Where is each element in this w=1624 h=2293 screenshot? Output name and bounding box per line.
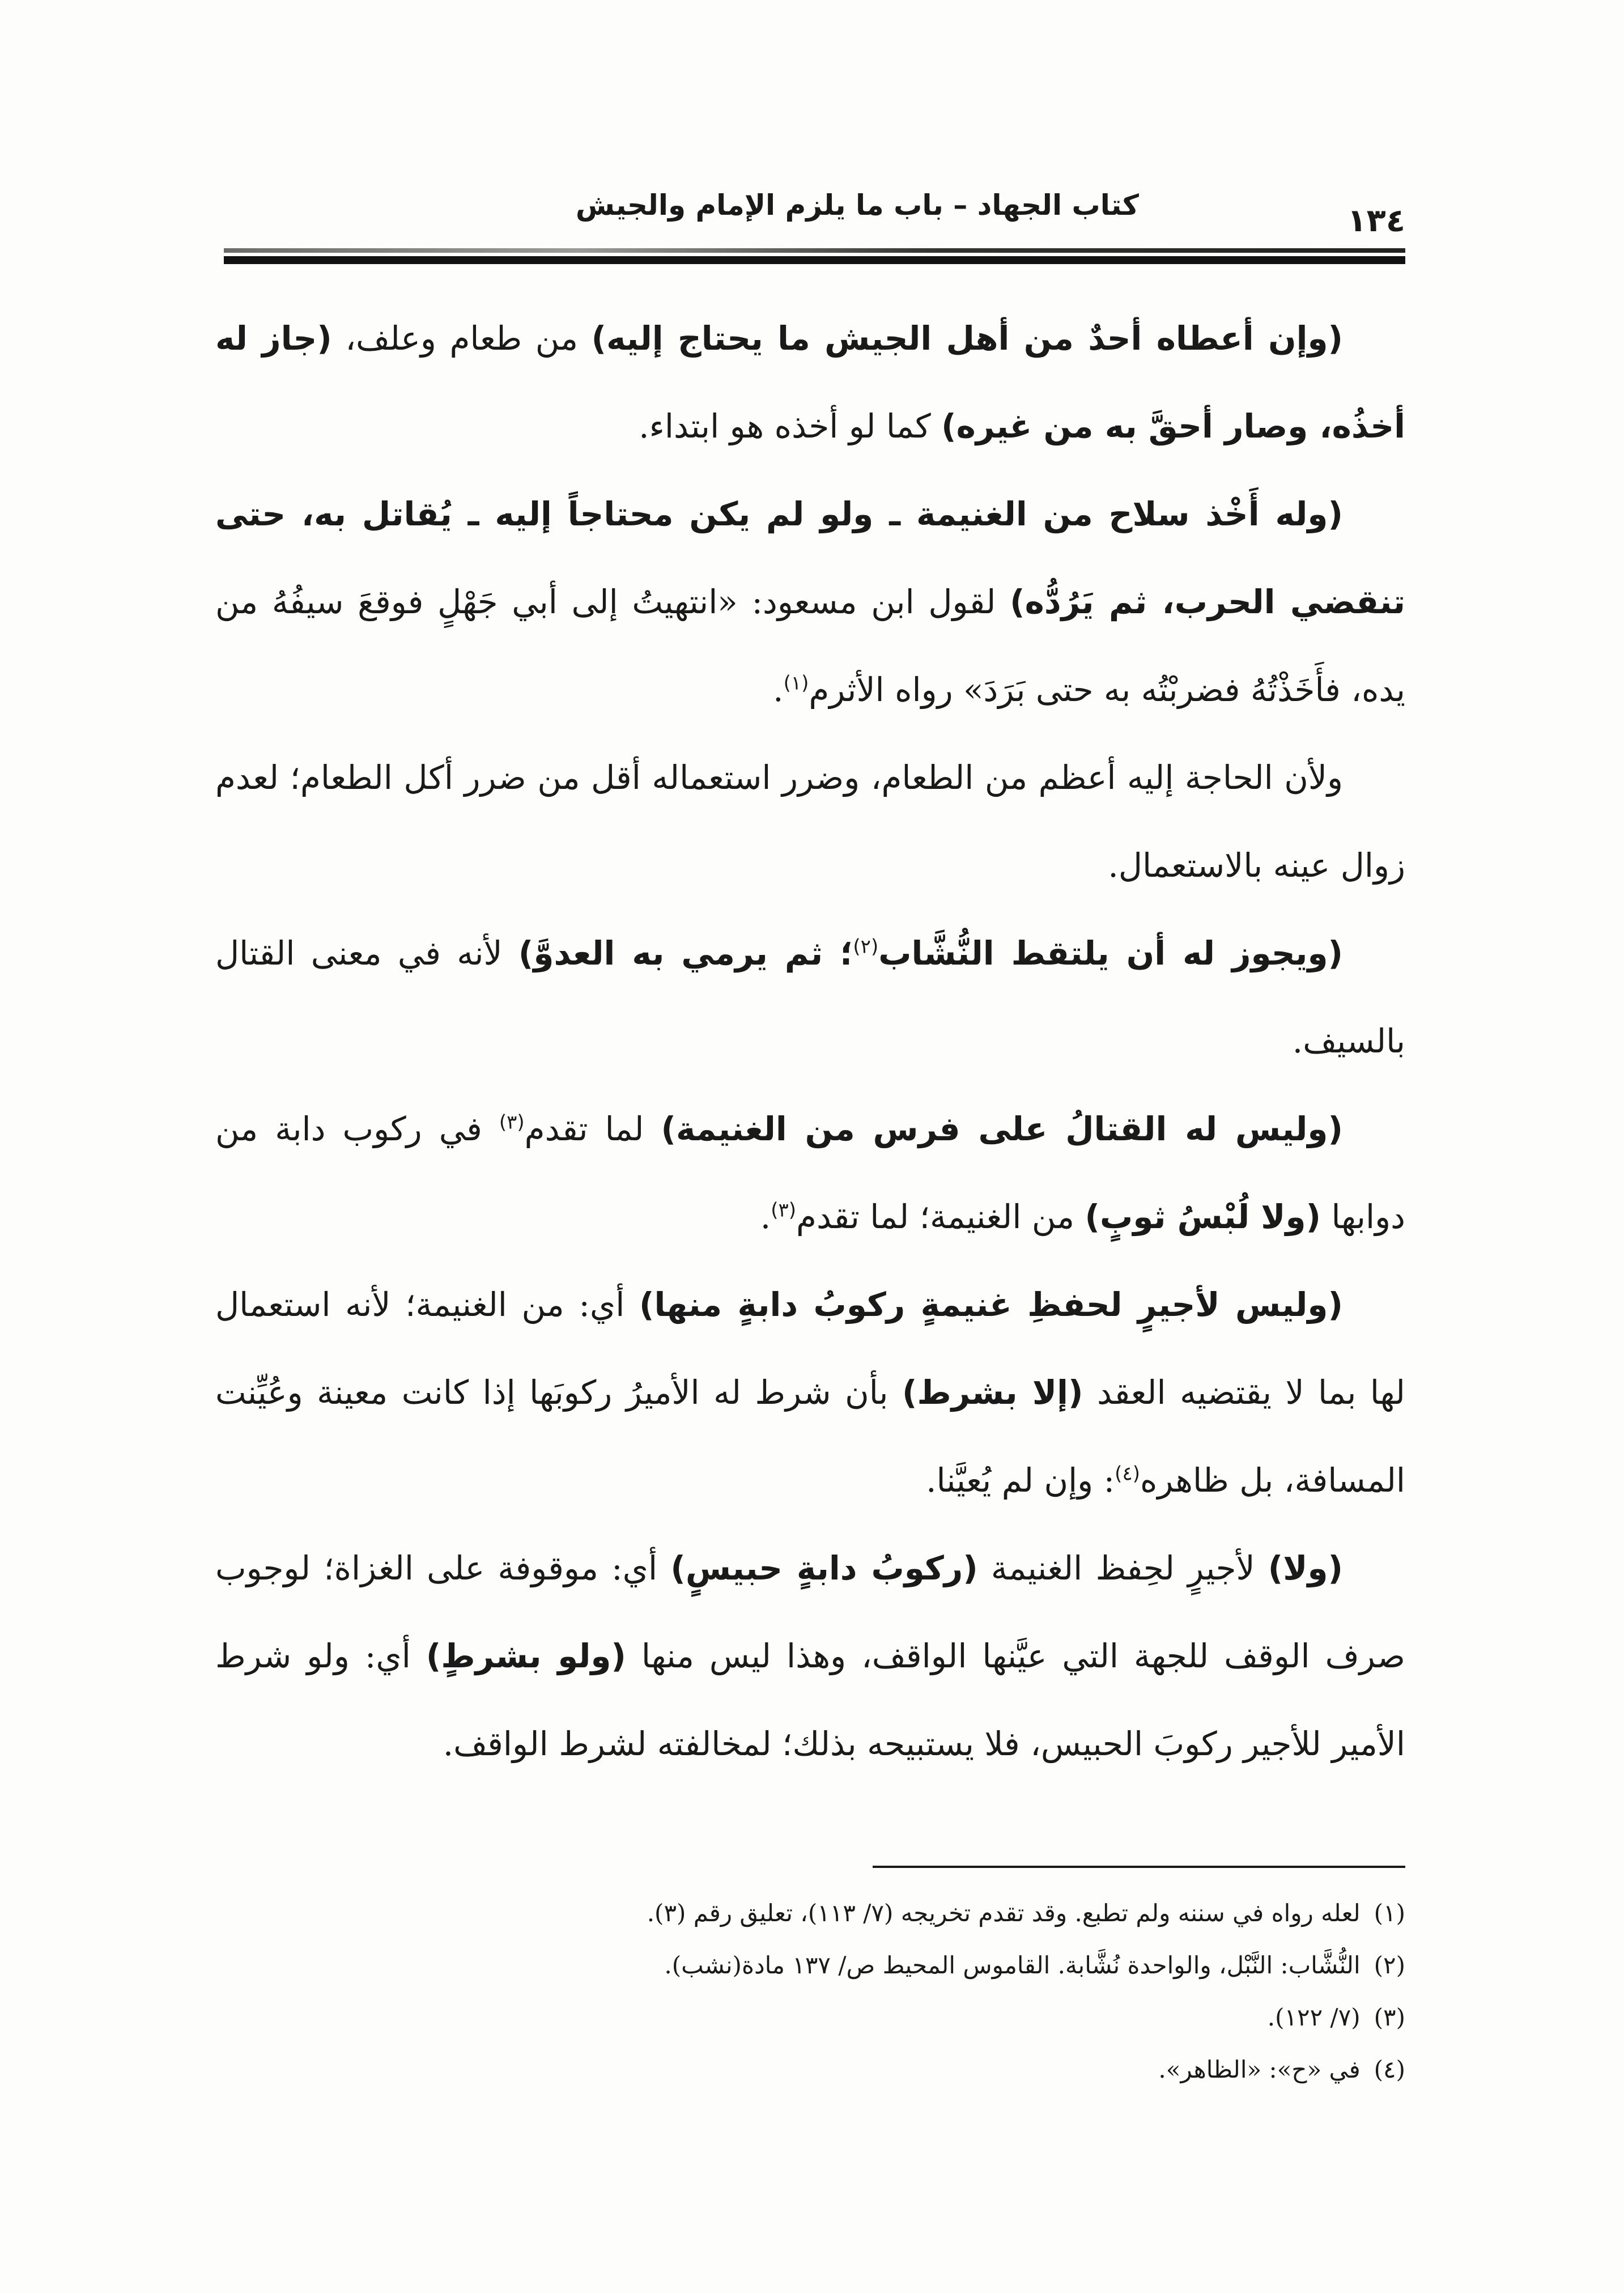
body-text [215, 295, 1405, 1788]
sharh-text: في ركوب دابة من دوابها [215, 1110, 1405, 1236]
footnote-number: (٢) [1374, 1951, 1405, 1979]
footnote-text: لعله رواه في سننه ولم تطبع. وقد تقدم تخريجه (٧/ ١١٣)، تعليق رقم (٣). [647, 1899, 1361, 1927]
matn-text: (ويجوز له أن يلتقط النُّشَّاب [878, 934, 1344, 973]
matn-text: (ولو بشرطٍ) [426, 1637, 626, 1675]
matn-text: (وإن أعطاه أحدٌ من أهل الجيش ما يحتاج إليه) [591, 319, 1344, 358]
sharh-text: أي: من الغنيمة؛ لأنه استعمال لها بما لا يقتضيه العقد [215, 1285, 1405, 1412]
matn-text: (وليس له القتالُ على فرس من الغنيمة) [661, 1110, 1343, 1148]
footnote-ref: (٢) [853, 935, 879, 958]
footnote-ref: (١) [783, 672, 809, 695]
matn-text: (وله أَخْذ سلاح من الغنيمة ـ ولو لم يكن محتاجاً إليه ـ يُقاتل به، حتى تنقضي الحرب، ثم يَرُدُّه) [215, 495, 1405, 621]
sharh-text: لما تقدم [524, 1110, 661, 1148]
matn-text: (إلا بشرط) [902, 1373, 1083, 1412]
matn-text: (وليس لأجيرٍ لحفظِ غنيمةٍ ركوبُ دابةٍ منها) [639, 1285, 1343, 1324]
footnotes [340, 1887, 1405, 2096]
chapter-title: كتاب الجهاد – باب ما يلزم الإمام والجيش [575, 189, 1139, 222]
paragraph-p2 [215, 470, 1405, 734]
footnote-number: (٣) [1374, 2003, 1405, 2031]
footnote [340, 1887, 1405, 1939]
sharh-text: لأجيرٍ لحِفظ الغنيمة [977, 1549, 1268, 1587]
paragraph-p7 [215, 1525, 1405, 1788]
sharh-text: كما لو أخذه هو ابتداء. [639, 407, 942, 445]
paragraph-p3 [215, 734, 1405, 910]
matn-text: (جاز له أخذُه، وصار أحقَّ به من غيره) [215, 319, 1405, 445]
footnote [340, 1991, 1405, 2044]
sharh-text: لقول ابن مسعود: «انتهيتُ إلى أبي جَهْلٍ فوقعَ سيفُهُ من يده، فأَخَذْتُهُ فضربْتُه به حتى بَرَدَ» رواه الأثرم [215, 583, 1405, 709]
header-rule-thin [224, 248, 1405, 253]
sharh-text: بأن شرط له الأميرُ ركوبَها إذا كانت معينة وعُيِّنت المسافة، بل ظاهره [215, 1373, 1405, 1500]
header-rule-thick [224, 256, 1405, 264]
sharh-text: لأنه في معنى القتال بالسيف. [215, 934, 1405, 1060]
sharh-text: ولأن الحاجة إليه أعظم من الطعام، وضرر استعماله أقل من ضرر أكل الطعام؛ لعدم زوال عينه بالاستعمال. [215, 758, 1405, 885]
footnote-ref: (٤) [1115, 1462, 1140, 1485]
footnote [340, 1939, 1405, 1991]
footnote-text: في «ح»: «الظاهر». [1158, 2056, 1361, 2083]
page-number: ١٣٤ [1347, 202, 1405, 239]
matn-text: ؛ [823, 934, 853, 973]
footnote-separator [873, 1866, 1405, 1868]
matn-text: ثم يرمي به العدوَّ) [518, 934, 823, 973]
footnote-number: (١) [1374, 1899, 1405, 1927]
footnote-text: (٧/ ١٢٢). [1267, 2003, 1361, 2031]
sharh-text: أي: موقوفة على الغزاة؛ لوجوب صرف الوقف للجهة التي عيَّنها الواقف، وهذا ليس منها [215, 1549, 1405, 1675]
sharh-text: من الغنيمة؛ لما تقدم [796, 1198, 1085, 1236]
sharh-text: أي: ولو شرط الأمير للأجير ركوبَ الحبيس، فلا يستبيحه بذلك؛ لمخالفته لشرط الواقف. [215, 1637, 1405, 1763]
sharh-text: من طعام وعلف، [331, 319, 592, 358]
paragraph-p1 [215, 295, 1405, 470]
footnote-number: (٤) [1374, 2056, 1405, 2083]
matn-text: (ركوبُ دابةٍ حبيسٍ) [670, 1549, 978, 1587]
sharh-text: : وإن لم يُعيَّنا. [926, 1461, 1115, 1500]
sharh-text: . [760, 1198, 771, 1236]
footnote-ref: (٣) [771, 1199, 797, 1222]
running-header [221, 179, 1405, 241]
footnote-text: النُّشَّاب: النَّبْل، والواحدة نُشَّابة. القاموس المحيط ص/ ١٣٧ مادة(نشب). [664, 1951, 1361, 1979]
footnote-ref: (٣) [499, 1111, 525, 1134]
matn-text: (ولا لُبْسُ ثوبٍ) [1085, 1198, 1321, 1236]
footnote [340, 2044, 1405, 2096]
paragraph-p6 [215, 1261, 1405, 1525]
sharh-text: . [773, 670, 784, 709]
paragraph-p4 [215, 910, 1405, 1085]
matn-text: (ولا) [1268, 1549, 1344, 1587]
paragraph-p5 [215, 1085, 1405, 1261]
